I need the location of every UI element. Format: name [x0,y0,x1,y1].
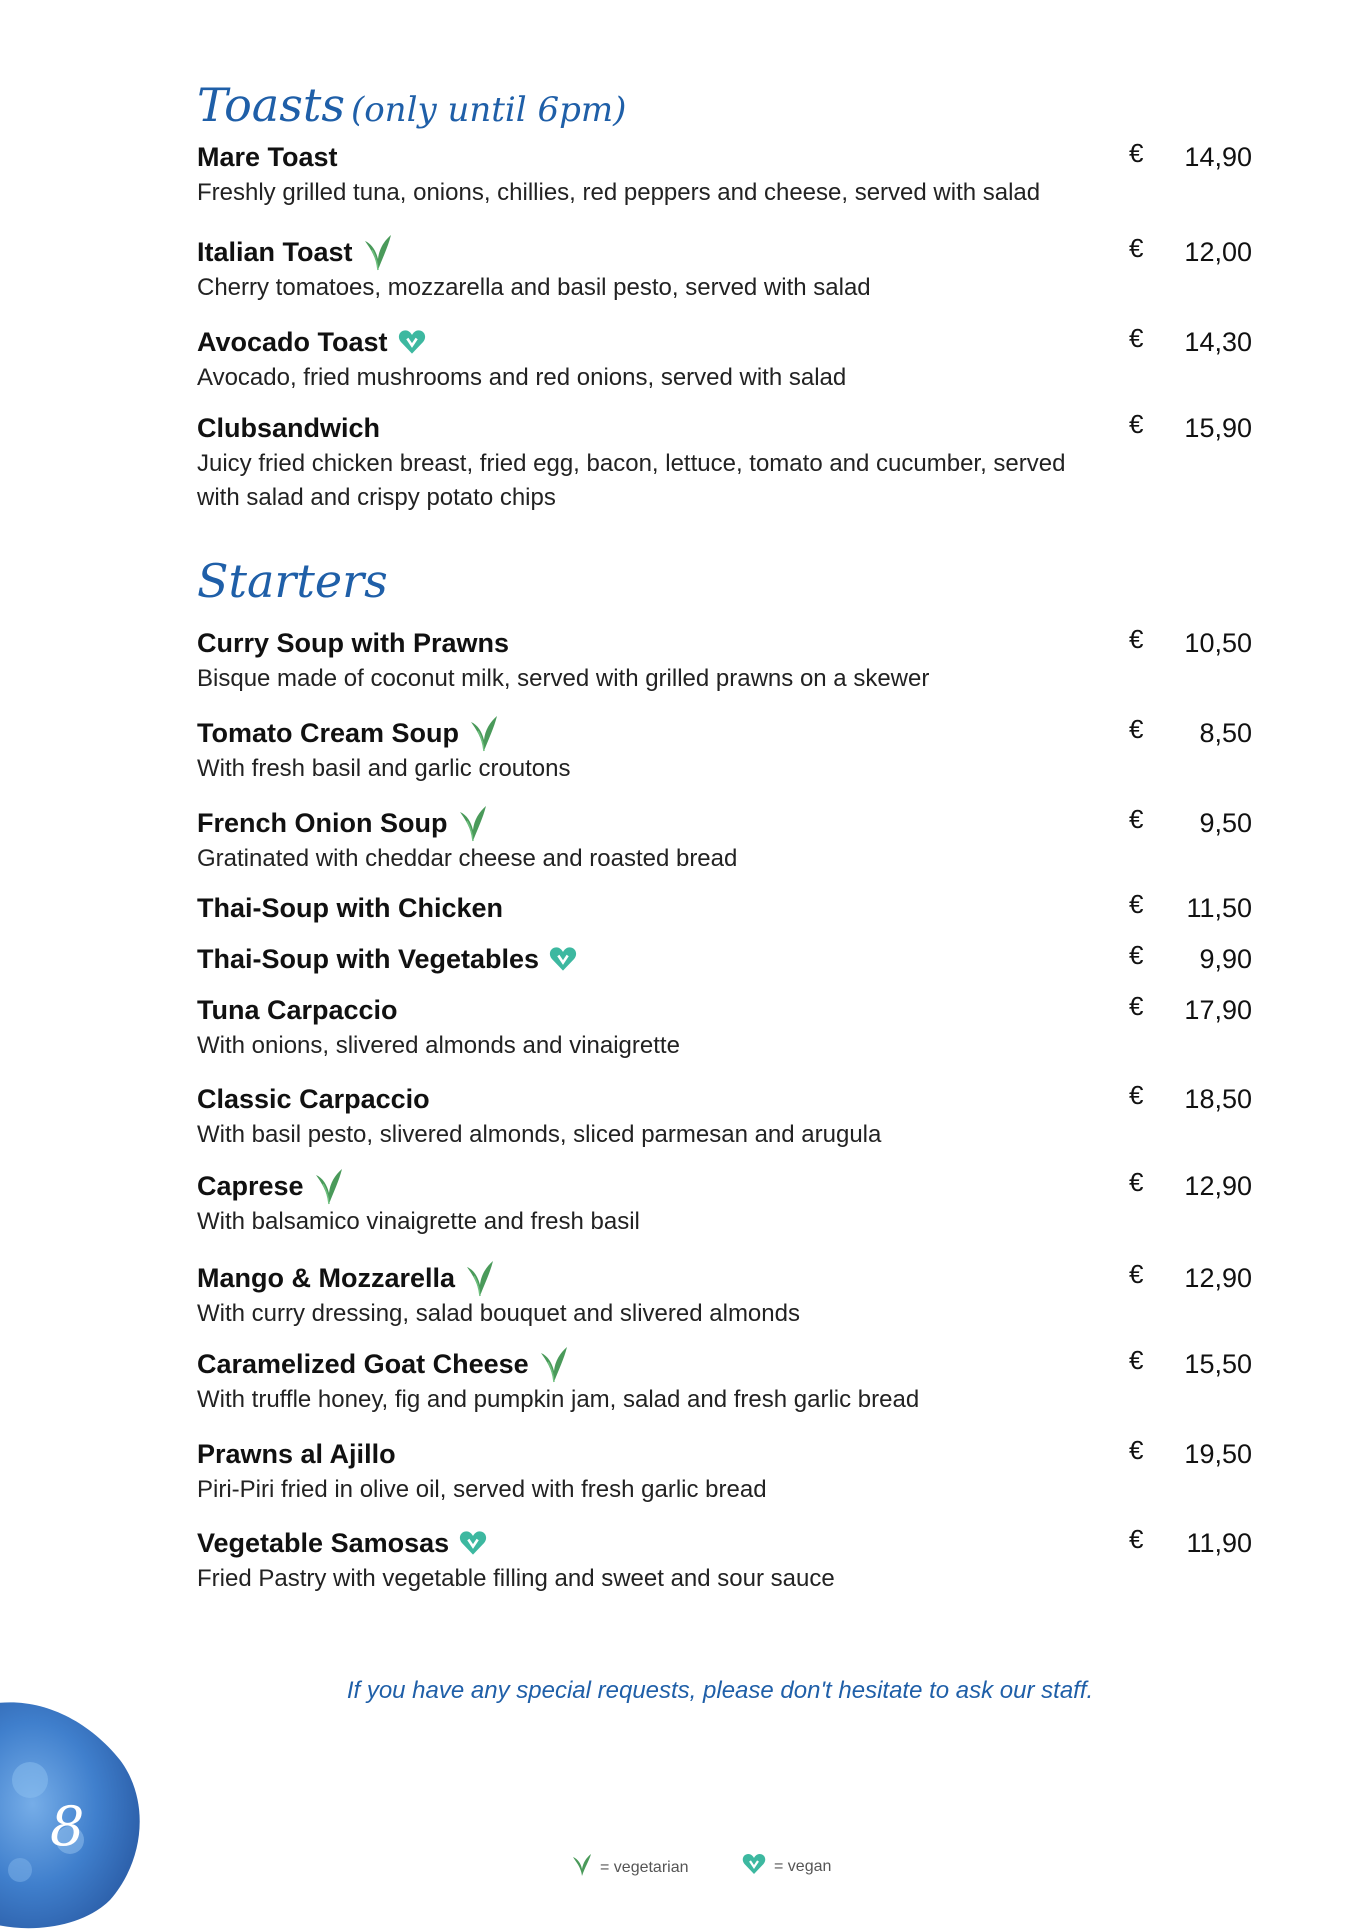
menu-item-name: Caprese [197,1170,304,1201]
menu-item-description: With basil pesto, slivered almonds, sliced parmesan and arugula [197,1121,882,1148]
currency-symbol: € [1129,1080,1144,1110]
menu-item [197,1437,1297,1507]
vegan-heart-icon [549,946,577,972]
menu-item [197,626,1297,696]
vegetarian-leaf-icon [465,1259,495,1297]
menu-item-name: Tomato Cream Soup [197,717,460,748]
currency-symbol: € [1129,991,1144,1021]
menu-item-name: French Onion Soup [197,807,448,838]
menu-item-description: With balsamico vinaigrette and fresh basil [197,1208,640,1235]
currency-symbol: € [1129,940,1144,970]
menu-item-description: With fresh basil and garlic croutons [197,755,571,782]
menu-item-price: 12,00 [1184,237,1252,267]
menu-item-description: Juicy fried chicken breast, fried egg, bacon, lettuce, tomato and cucumber, served with salad and crispy potato chips [197,450,1066,511]
vegetarian-leaf-icon [469,714,499,752]
legend-vegetarian-label: = vegetarian [600,1858,689,1876]
toasts-section-title [197,78,626,132]
menu-item-price: 14,90 [1184,142,1252,172]
starters-section-title: Starters [197,554,388,608]
menu-item-name: Vegetable Samosas [197,1527,450,1558]
menu-item-name: Thai-Soup with Vegetables [197,943,540,974]
menu-item-name: Classic Carpaccio [197,1083,430,1114]
legend-vegan-label: = vegan [774,1857,832,1875]
page-number: 8 [50,1795,85,1858]
menu-item-price: 10,50 [1184,628,1252,658]
currency-symbol: € [1129,624,1144,654]
menu-item-price: 8,50 [1199,718,1252,748]
vegetarian-leaf-icon [363,233,393,271]
leaf-icon [572,1853,592,1882]
currency-symbol: € [1129,1435,1144,1465]
menu-item [197,716,1297,786]
menu-item-price: 19,50 [1184,1439,1252,1469]
menu-item-name: Prawns al Ajillo [197,1438,396,1469]
currency-symbol: € [1129,1345,1144,1375]
currency-symbol: € [1129,233,1144,263]
menu-item-name: Tuna Carpaccio [197,994,398,1025]
menu-item-price: 12,90 [1184,1263,1252,1293]
currency-symbol: € [1129,138,1144,168]
menu-item [197,1169,1297,1239]
vegan-heart-icon [459,1530,487,1556]
menu-item-price: 14,30 [1184,327,1252,357]
special-requests-note: If you have any special requests, please don't hesitate to ask our staff. [346,1677,1094,1704]
vegetarian-leaf-icon [539,1345,569,1383]
menu-item [197,1526,1297,1596]
menu-item [197,235,1297,305]
menu-item-description: Gratinated with cheddar cheese and roasted bread [197,845,738,872]
menu-item-name: Mare Toast [197,141,338,172]
menu-item-description: Cherry tomatoes, mozzarella and basil pesto, served with salad [197,274,871,301]
currency-symbol: € [1129,323,1144,353]
toasts-subtitle: (only until 6pm) [350,90,627,130]
menu-item-price: 11,90 [1186,1528,1252,1558]
currency-symbol: € [1129,804,1144,834]
menu-item-description: With truffle honey, fig and pumpkin jam, salad and fresh garlic bread [197,1386,920,1413]
menu-item [197,891,1297,925]
menu-item [197,411,1297,515]
menu-item-description: With onions, slivered almonds and vinaigrette [197,1032,680,1059]
toasts-title: Toasts [197,78,345,132]
menu-item [197,1347,1297,1417]
vegan-heart-icon [398,329,426,355]
currency-symbol: € [1129,889,1144,919]
menu-item [197,1082,1297,1152]
currency-symbol: € [1129,714,1144,744]
currency-symbol: € [1129,1167,1144,1197]
menu-item-name: Italian Toast [197,236,353,267]
menu-item-price: 18,50 [1184,1084,1252,1114]
menu-item-description: Avocado, fried mushrooms and red onions, served with salad [197,364,847,391]
menu-item [197,325,1297,395]
heart-icon [742,1853,766,1880]
menu-item-description: With curry dressing, salad bouquet and slivered almonds [197,1300,800,1327]
vegetarian-leaf-icon [314,1167,344,1205]
menu-item-name: Avocado Toast [197,326,388,357]
menu-item-price: 11,50 [1186,893,1252,923]
menu-item [197,140,1297,210]
menu-item-description: Fried Pastry with vegetable filling and sweet and sour sauce [197,1565,835,1592]
menu-item-price: 12,90 [1184,1171,1252,1201]
menu-item-price: 15,50 [1184,1349,1252,1379]
currency-symbol: € [1129,1524,1144,1554]
menu-item-price: 9,90 [1199,944,1252,974]
menu-item-price: 15,90 [1184,413,1252,443]
menu-item-price: 17,90 [1184,995,1252,1025]
menu-item [197,942,1297,976]
currency-symbol: € [1129,409,1144,439]
menu-item-name: Clubsandwich [197,412,381,443]
menu-item-description: Piri-Piri fried in olive oil, served with fresh garlic bread [197,1476,767,1503]
menu-item [197,993,1297,1063]
vegetarian-leaf-icon [458,804,488,842]
menu-item-name: Caramelized Goat Cheese [197,1348,529,1379]
menu-item-name: Mango & Mozzarella [197,1262,456,1293]
menu-item [197,806,1297,876]
menu-item-price: 9,50 [1199,808,1252,838]
menu-item-description: Freshly grilled tuna, onions, chillies, red peppers and cheese, served with salad [197,179,1041,206]
menu-item-description: Bisque made of coconut milk, served with grilled prawns on a skewer [197,665,930,692]
currency-symbol: € [1129,1259,1144,1289]
menu-item [197,1261,1297,1331]
legend-vegetarian [572,1853,689,1882]
legend-vegan [742,1853,831,1880]
menu-item-name: Curry Soup with Prawns [197,627,510,658]
menu-item-name: Thai-Soup with Chicken [197,892,504,923]
